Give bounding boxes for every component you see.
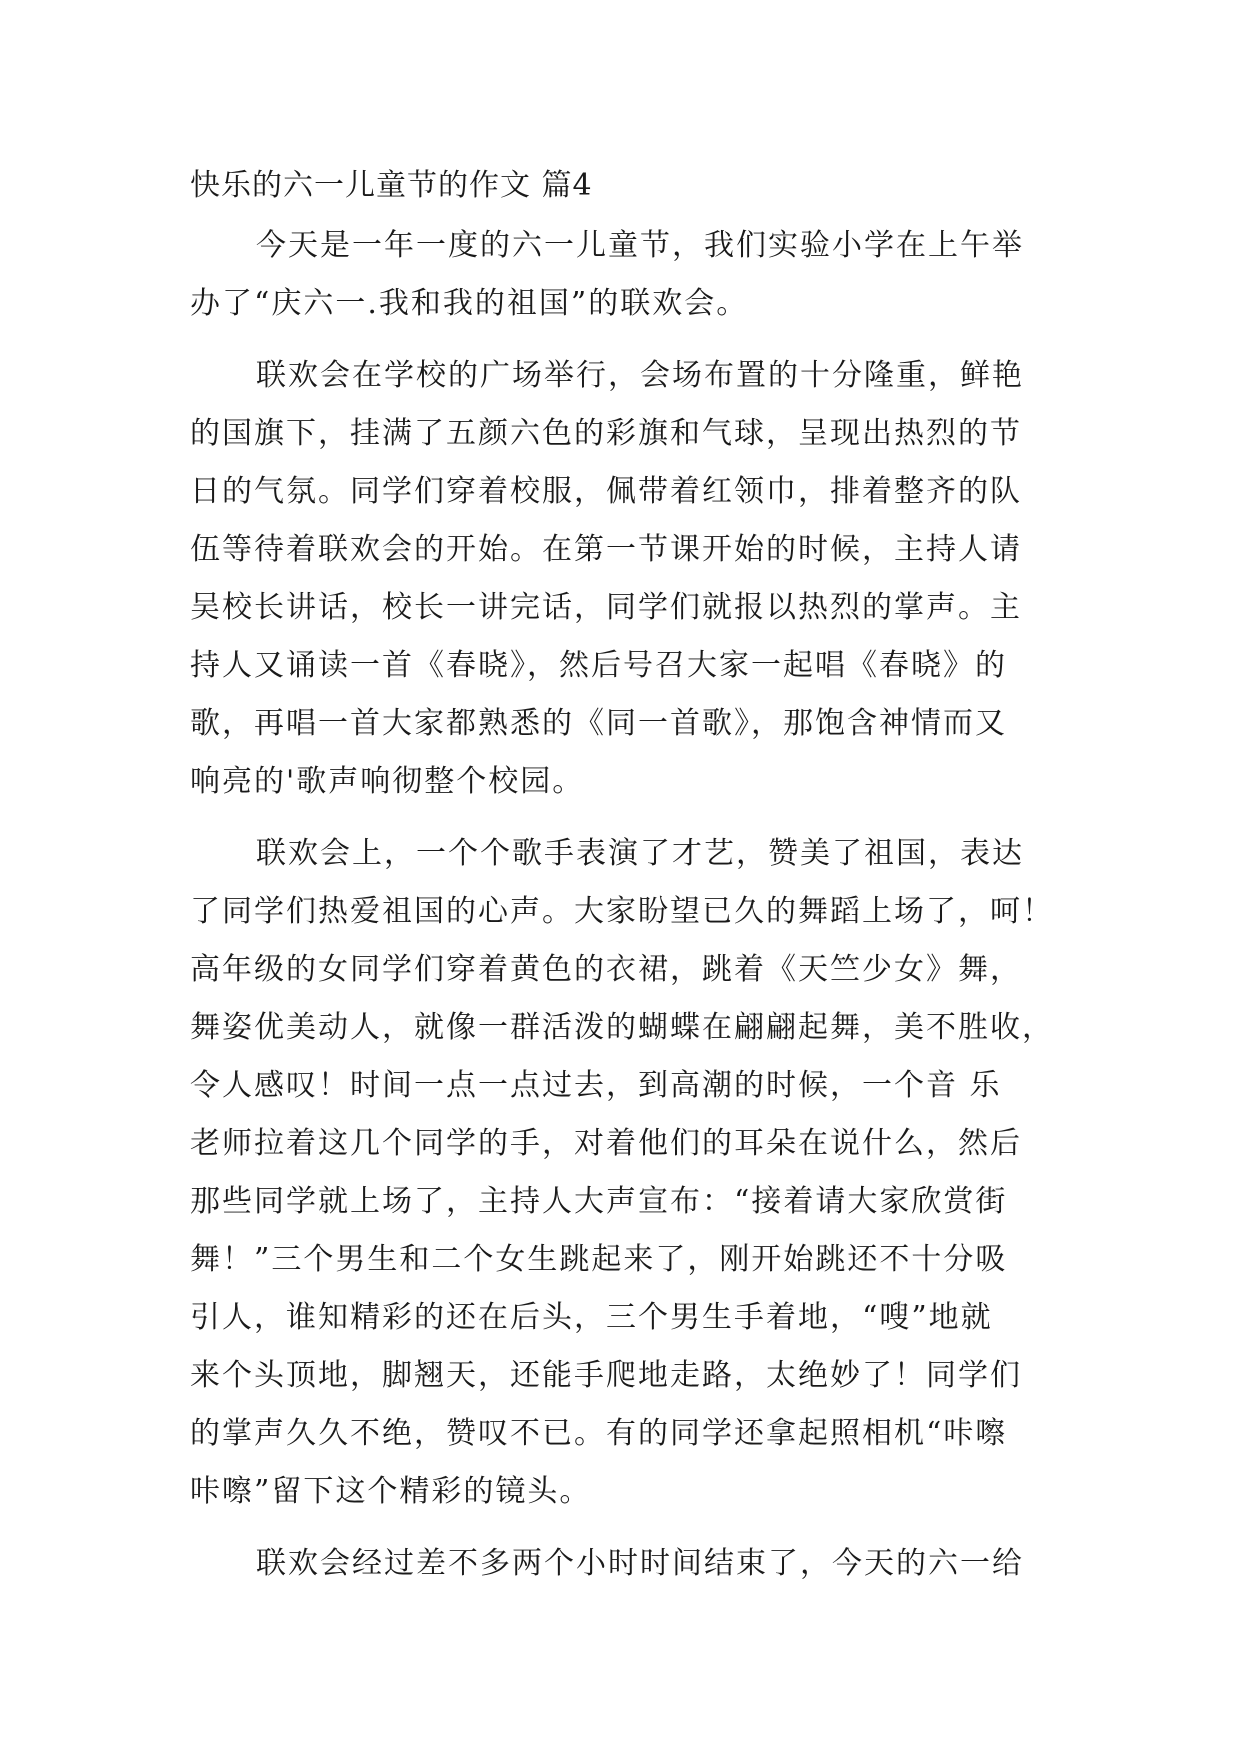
paragraph-3-line-6: 老师拉着这几个同学的手，对着他们的耳朵在说什么，然后 [190,1126,1022,1161]
paragraph-3-line-2: 了同学们热爱祖国的心声。大家盼望已久的舞蹈上场了，呵！ [190,894,1054,929]
paragraph-3-line-5: 令人感叹！时间一点一点过去，到高潮的时候，一个音 乐 [190,1068,1002,1103]
paragraph-3-line-1: 联欢会上，一个个歌手表演了才艺，赞美了祖国，表达 [256,836,1024,871]
paragraph-3-line-7: 那些同学就上场了，主持人大声宣布：“接着请大家欣赏街 [190,1184,1008,1219]
paragraph-4-line-1: 联欢会经过差不多两个小时时间结束了，今天的六一给 [256,1546,1024,1581]
paragraph-2-line-2: 的国旗下，挂满了五颜六色的彩旗和气球，呈现出热烈的节 [190,416,1022,451]
paragraph-2-line-1: 联欢会在学校的广场举行，会场布置的十分隆重，鲜艳 [256,358,1024,393]
paragraph-3-line-9: 引人，谁知精彩的还在后头，三个男生手着地，“嗖”地就 [190,1300,993,1335]
paragraph-1-line-2: 办了“庆六一.我和我的祖国”的联欢会。 [190,286,749,321]
paragraph-3-line-4: 舞姿优美动人，就像一群活泼的蝴蝶在翩翩起舞，美不胜收， [190,1010,1054,1045]
paragraph-3-line-11: 的掌声久久不绝，赞叹不已。有的同学还拿起照相机“咔嚓 [190,1416,1008,1451]
paragraph-2-line-6: 持人又诵读一首《春晓》，然后号召大家一起唱《春晓》的 [190,648,1007,683]
paragraph-3-line-12: 咔嚓”留下这个精彩的镜头。 [190,1474,592,1509]
paragraph-1-line-1: 今天是一年一度的六一儿童节，我们实验小学在上午举 [256,228,1024,263]
paragraph-2-line-4: 伍等待着联欢会的开始。在第一节课开始的时候，主持人请 [190,532,1022,567]
paragraph-3-line-3: 高年级的女同学们穿着黄色的衣裙，跳着《天竺少女》舞， [190,952,1022,987]
document-title: 快乐的六一儿童节的作文 篇4 [190,168,593,203]
paragraph-2-line-7: 歌，再唱一首大家都熟悉的《同一首歌》，那饱含神情而又 [190,706,1007,741]
paragraph-3-line-8: 舞！”三个男生和二个女生跳起来了，刚开始跳还不十分吸 [190,1242,1008,1277]
paragraph-2-line-8: 响亮的'歌声响彻整个校园。 [190,764,585,799]
paragraph-3-line-10: 来个头顶地，脚翘天，还能手爬地走路，太绝妙了！同学们 [190,1358,1022,1393]
paragraph-2-line-5: 吴校长讲话，校长一讲完话，同学们就报以热烈的掌声。主 [190,590,1022,625]
paragraph-2-line-3: 日的气氛。同学们穿着校服，佩带着红领巾，排着整齐的队 [190,474,1022,509]
